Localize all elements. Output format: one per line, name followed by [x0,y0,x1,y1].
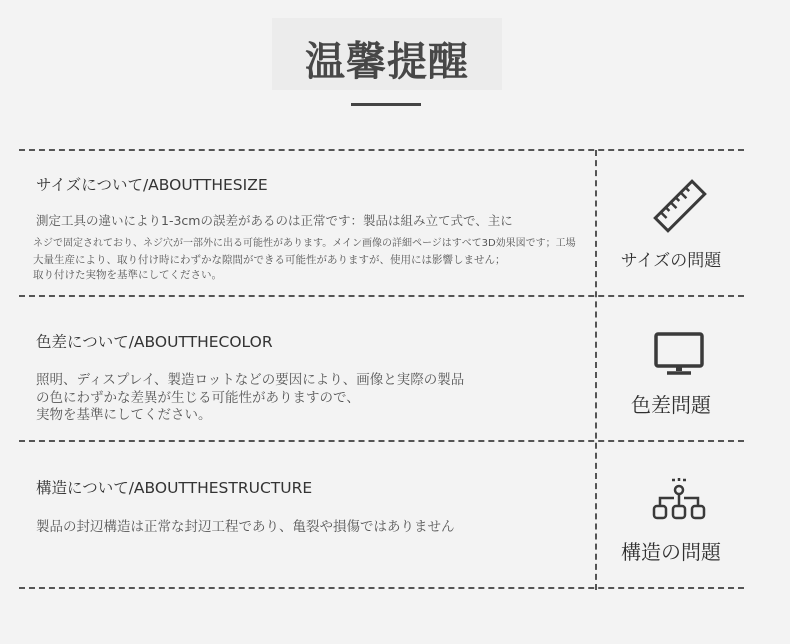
divider-bottom [19,587,744,589]
size-text-line-3: 大量生産により、取り付け時にわずかな隙間ができる可能性がありますが、使用には影響しません； [33,254,506,266]
structure-icon [652,476,706,524]
color-section-heading: 色差について/ABOUTTHECOLOR [36,333,273,351]
divider-1 [19,295,744,297]
size-problem-label: サイズの問題 [620,251,722,271]
size-text-line-1: 測定工具の違いにより1-3cmの誤差があるのは正常です：製品は組み立て式で、主に [36,213,513,228]
structure-problem-label: 構造の問題 [621,540,721,564]
size-text-line-2: ネジで固定されており、ネジ穴が一部外に出る可能性があります。メイン画像の詳細ページはすべて3D効果図です；工場 [33,238,576,249]
divider-2 [19,440,744,442]
structure-text-line-1: 製品の封辺構造は正常な封辺工程であり、亀裂や損傷ではありません [36,519,455,535]
color-text-line-1: 照明、ディスプレイ、製造ロットなどの要因により、画像と実際の製品 [36,372,465,388]
divider-top [19,149,744,151]
size-text-line-4: 取り付けた実物を基準にしてください。 [33,269,222,281]
color-text-line-3: 実物を基準にしてください。 [36,407,212,423]
monitor-icon [653,331,705,377]
title-underline [351,103,421,106]
size-section-heading: サイズについて/ABOUTTHESIZE [36,176,268,194]
divider-vertical [595,150,597,590]
page-title: 温馨提醒 [305,39,469,85]
color-problem-label: 色差問題 [631,393,711,417]
ruler-icon [652,178,708,234]
color-text-line-2: の色にわずかな差異が生じる可能性がありますので、 [36,390,360,406]
structure-section-heading: 構造について/ABOUTTHESTRUCTURE [36,479,313,497]
